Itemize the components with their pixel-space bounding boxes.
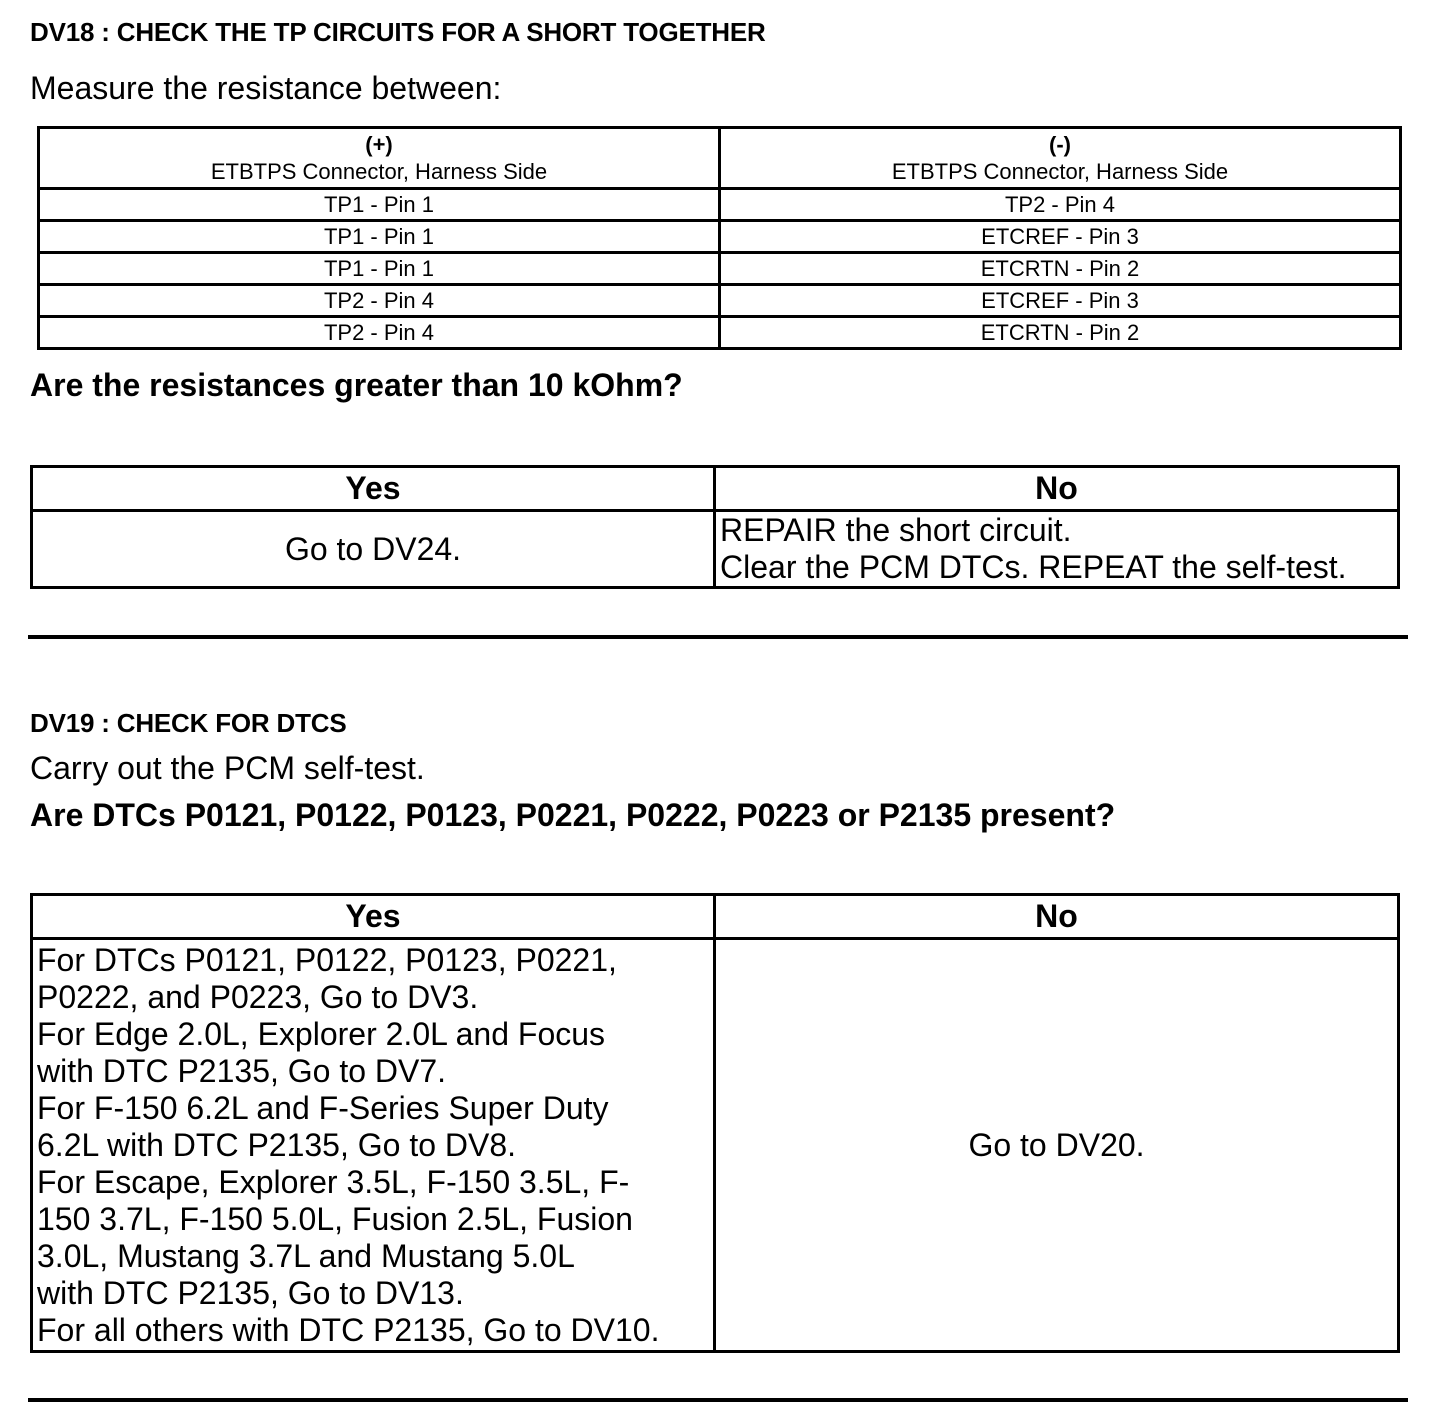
resistance-measurement-table [37,126,1402,350]
yes-action-line: For F-150 6.2L and F-Series Super Duty [37,1089,609,1126]
no-header: No [715,467,1399,511]
dv18-instruction: Measure the resistance between: [30,70,502,106]
result-header-row [32,895,1399,939]
dv19-result-table [30,893,1400,1353]
table-row [39,317,1401,349]
negative-pin-cell: TP2 - Pin 4 [720,189,1401,221]
negative-column-label: ETBTPS Connector, Harness Side [891,159,1229,184]
table-row [39,253,1401,285]
positive-column-header [39,128,720,189]
dv19-instruction: Carry out the PCM self-test. [30,750,425,786]
positive-symbol: (+) [365,132,393,157]
negative-symbol: (-) [1049,132,1071,157]
dv18-heading: DV18 : CHECK THE TP CIRCUITS FOR A SHORT TOGETHER [30,17,766,47]
yes-action-line: 6.2L with DTC P2135, Go to DV8. [37,1126,517,1163]
dv18-result-table [30,465,1400,589]
table-row [39,221,1401,253]
table-row [39,189,1401,221]
result-header-row [32,467,1399,511]
result-row [32,511,1399,588]
section-divider [28,635,1408,639]
yes-action-line: with DTC P2135, Go to DV7. [37,1052,447,1089]
negative-pin-cell: ETCRTN - Pin 2 [720,317,1401,349]
yes-action-line: For Edge 2.0L, Explorer 2.0L and Focus [37,1015,606,1052]
yes-action-line: For Escape, Explorer 3.5L, F-150 3.5L, F- [37,1163,630,1200]
positive-pin-cell: TP1 - Pin 1 [39,253,720,285]
no-action-line: REPAIR the short circuit. [720,512,1072,548]
no-action-cell [715,511,1399,588]
yes-action-line: For DTCs P0121, P0122, P0123, P0221, [37,941,617,978]
yes-action-cell: Go to DV24. [32,511,715,588]
positive-pin-cell: TP2 - Pin 4 [39,317,720,349]
yes-action-line: with DTC P2135, Go to DV13. [37,1274,464,1311]
no-header: No [715,895,1399,939]
negative-pin-cell: ETCRTN - Pin 2 [720,253,1401,285]
dv18-question: Are the resistances greater than 10 kOhm? [30,367,683,403]
result-row [32,939,1399,1352]
yes-action-line: For all others with DTC P2135, Go to DV10. [37,1311,660,1348]
negative-column-header [720,128,1401,189]
positive-column-label: ETBTPS Connector, Harness Side [210,159,548,184]
negative-pin-cell: ETCREF - Pin 3 [720,285,1401,317]
negative-pin-cell: ETCREF - Pin 3 [720,221,1401,253]
yes-header: Yes [32,467,715,511]
dv19-heading: DV19 : CHECK FOR DTCS [30,708,347,738]
yes-header: Yes [32,895,715,939]
yes-action-line: 3.0L, Mustang 3.7L and Mustang 5.0L [37,1237,575,1274]
positive-pin-cell: TP1 - Pin 1 [39,189,720,221]
yes-action-line: 150 3.7L, F-150 5.0L, Fusion 2.5L, Fusion [37,1200,633,1237]
no-action-line: Clear the PCM DTCs. REPEAT the self-test. [720,549,1347,585]
no-action-cell: Go to DV20. [715,939,1399,1352]
yes-action-line: P0222, and P0223, Go to DV3. [37,978,479,1015]
table-header-row [39,128,1401,189]
positive-pin-cell: TP2 - Pin 4 [39,285,720,317]
dv19-question: Are DTCs P0121, P0122, P0123, P0221, P0222, P0223 or P2135 present? [30,797,1116,833]
section-divider [28,1398,1408,1402]
yes-action-cell [32,939,715,1352]
table-row [39,285,1401,317]
positive-pin-cell: TP1 - Pin 1 [39,221,720,253]
